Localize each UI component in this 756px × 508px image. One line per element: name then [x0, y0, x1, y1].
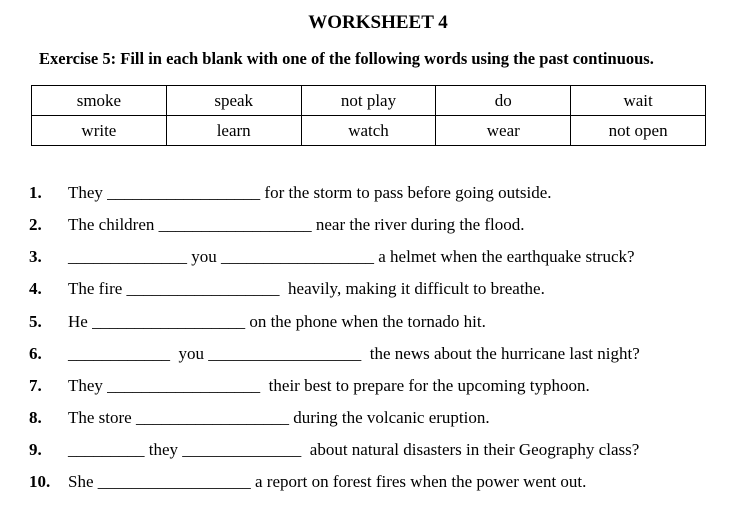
word-bank-cell: not play [301, 86, 436, 116]
question-number: 3. [29, 247, 42, 266]
worksheet-title: WORKSHEET 4 [308, 12, 448, 33]
question-text: He __________________ on the phone when the tornado hit. [68, 312, 486, 331]
question-number: 8. [29, 408, 42, 427]
word-bank-cell: not open [571, 116, 706, 146]
word-bank-row [32, 86, 706, 116]
word-bank-cell: wear [436, 116, 571, 146]
question-number: 6. [29, 344, 42, 363]
question-number: 5. [29, 312, 42, 331]
exercise-instruction: Exercise 5: Fill in each blank with one of the following words using the past continuous. [39, 49, 654, 68]
question-text: ______________ you __________________ a helmet when the earthquake struck? [68, 247, 635, 266]
question-number: 2. [29, 215, 42, 234]
question-text: She __________________ a report on forest fires when the power went out. [68, 472, 587, 491]
word-bank-cell: do [436, 86, 571, 116]
word-bank-table [31, 85, 706, 146]
question-text: The fire __________________ heavily, making it difficult to breathe. [68, 279, 545, 298]
question-text: ____________ you __________________ the news about the hurricane last night? [68, 344, 640, 363]
word-bank-cell: learn [166, 116, 301, 146]
word-bank-cell: watch [301, 116, 436, 146]
question-text: They __________________ for the storm to pass before going outside. [68, 183, 552, 202]
question-text: _________ they ______________ about natural disasters in their Geography class? [68, 440, 640, 459]
question-number: 9. [29, 440, 42, 459]
question-number: 10. [29, 472, 51, 491]
word-bank-cell: speak [166, 86, 301, 116]
word-bank-cell: smoke [32, 86, 167, 116]
word-bank-cell: wait [571, 86, 706, 116]
question-number: 4. [29, 279, 42, 298]
question-number: 1. [29, 183, 42, 202]
question-number: 7. [29, 376, 42, 395]
word-bank-cell: write [32, 116, 167, 146]
question-text: The children __________________ near the river during the flood. [68, 215, 525, 234]
question-text: The store __________________ during the volcanic eruption. [68, 408, 490, 427]
question-text: They __________________ their best to prepare for the upcoming typhoon. [68, 376, 590, 395]
word-bank-row [32, 116, 706, 146]
